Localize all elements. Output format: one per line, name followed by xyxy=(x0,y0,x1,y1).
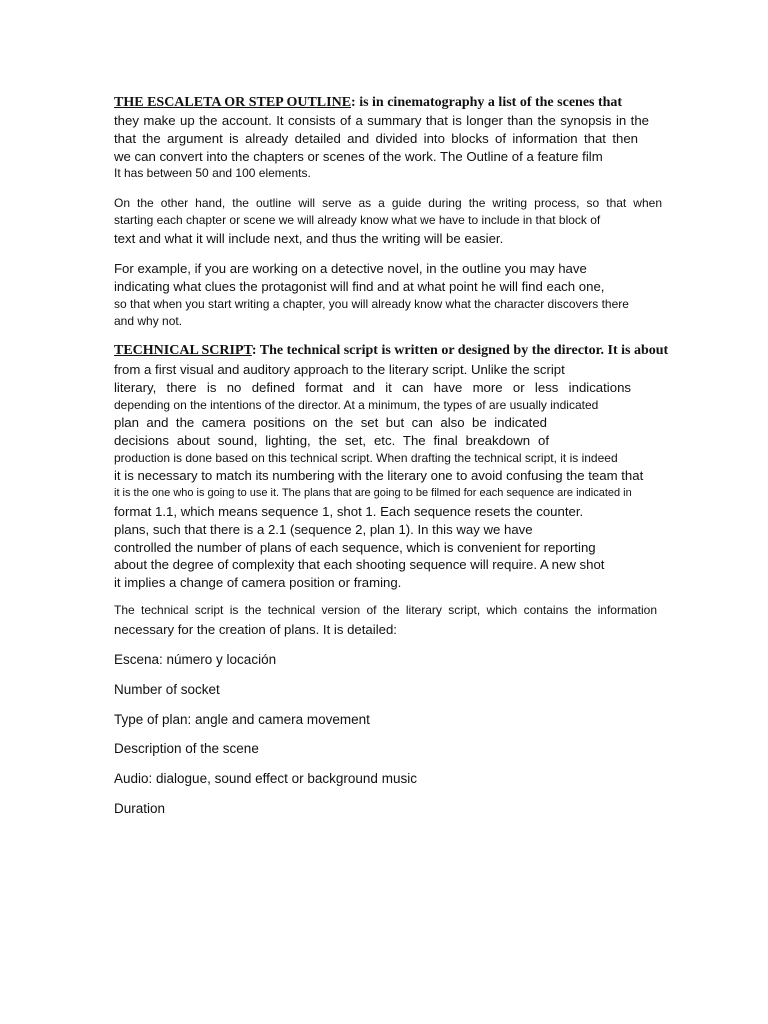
technical-line: it is the one who is going to use it. The plans that are going to be filmed for each sequence are indicated in xyxy=(114,487,632,499)
paragraph-line: text and what it will include next, and thus the writing will be easier. xyxy=(114,231,504,246)
list-item: Audio: dialogue, sound effect or background music xyxy=(114,771,417,786)
paragraph-line: For example, if you are working on a detective novel, in the outline you may have xyxy=(114,261,587,276)
technical-heading-rest: : The technical script is written or designed by the director. It is about xyxy=(251,343,669,358)
technical-line: it is necessary to match its numbering with the literary one to avoid confusing the team that xyxy=(114,468,644,483)
technical-line: plan and the camera positions on the set but can also be indicated xyxy=(114,415,547,430)
list-item: Type of plan: angle and camera movement xyxy=(114,712,370,727)
technical-line: decisions about sound, lighting, the set, etc. The final breakdown of xyxy=(114,433,549,448)
list-item: Escena: número y locación xyxy=(114,652,277,667)
paragraph-line: necessary for the creation of plans. It is detailed: xyxy=(114,622,397,637)
technical-heading: TECHNICAL SCRIPT xyxy=(114,343,252,358)
technical-line: controlled the number of plans of each sequence, which is convenient for reporting xyxy=(114,540,596,555)
paragraph-line: so that when you start writing a chapter, you will already know what the character discovers there xyxy=(114,297,629,311)
technical-line: production is done based on this technical script. When drafting the technical script, it is indeed xyxy=(114,451,618,465)
list-item: Duration xyxy=(114,801,166,816)
technical-line: plans, such that there is a 2.1 (sequence 2, plan 1). In this way we have xyxy=(114,522,533,537)
paragraph-line: The technical script is the technical version of the literary script, which contains the information xyxy=(114,603,657,617)
technical-heading-line xyxy=(114,342,668,359)
escaleta-line: It has between 50 and 100 elements. xyxy=(114,166,311,180)
list-item: Number of socket xyxy=(114,682,220,697)
technical-line: literary, there is no defined format and it can have more or less indications xyxy=(114,380,631,395)
paragraph-line: indicating what clues the protagonist will find and at what point he will find each one, xyxy=(114,279,605,294)
escaleta-line: they make up the account. It consists of a summary that is longer than the synopsis in the xyxy=(114,113,649,128)
paragraph-line: starting each chapter or scene we will already know what we have to include in that block of xyxy=(114,213,601,227)
escaleta-line: we can convert into the chapters or scenes of the work. The Outline of a feature film xyxy=(114,149,603,164)
technical-line: it implies a change of camera position or framing. xyxy=(114,575,402,590)
escaleta-heading: THE ESCALETA OR STEP OUTLINE xyxy=(114,95,352,110)
technical-line: from a first visual and auditory approach to the literary script. Unlike the script xyxy=(114,362,565,377)
escaleta-heading-rest: : is in cinematography a list of the scenes that xyxy=(351,95,623,110)
paragraph-line: and why not. xyxy=(114,314,183,328)
technical-line: depending on the intentions of the director. At a minimum, the types of are usually indicated xyxy=(114,398,599,412)
escaleta-line: that the argument is already detailed and divided into blocks of information that then xyxy=(114,131,638,146)
paragraph-line: On the other hand, the outline will serve as a guide during the writing process, so that when xyxy=(114,196,662,210)
technical-line: format 1.1, which means sequence 1, shot 1. Each sequence resets the counter. xyxy=(114,504,584,519)
technical-line: about the degree of complexity that each shooting sequence will require. A new shot xyxy=(114,557,605,572)
list-item: Description of the scene xyxy=(114,741,259,756)
escaleta-heading-line xyxy=(114,94,622,111)
